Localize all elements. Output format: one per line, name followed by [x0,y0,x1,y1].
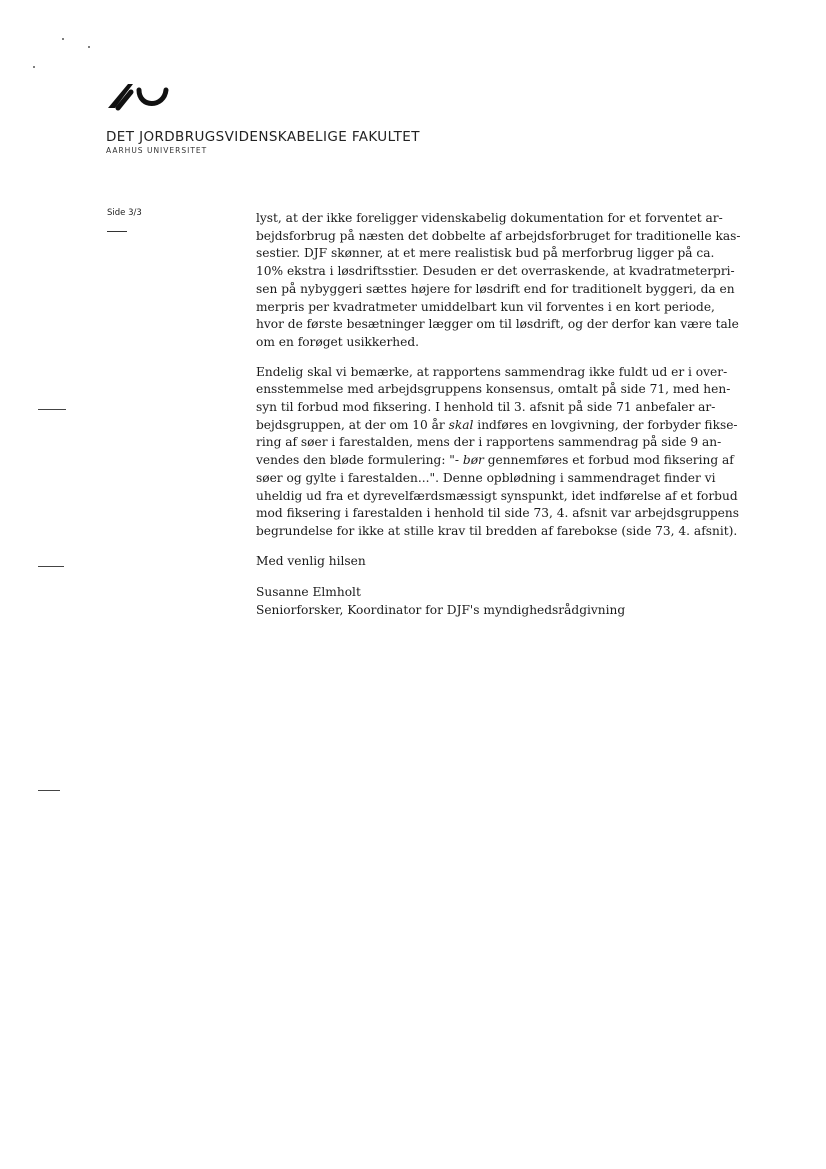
scan-speck [88,46,90,48]
text-line: 10% ekstra i løsdriftsstier. Desuden er det overraskende, at kvadratmeterpri- [256,264,735,279]
fold-mark [38,566,64,567]
text-line: begrundelse for ikke at stille krav til bredden af farebokse (side 73, 4. afsnit). [256,523,738,538]
closing: Med venlig hilsen [256,553,366,568]
text-line: om en forøget usikkerhed. [256,334,420,349]
text-line: ring af søer i farestalden, mens der i rapportens sammendrag på side 9 an- [256,435,722,450]
paragraph-2 [256,364,739,541]
text-line: lyst, at der ikke foreligger videnskabelig dokumentation for et forventet ar- [256,211,723,225]
fold-mark [38,790,60,791]
text-line [256,417,738,435]
fold-mark [38,409,66,410]
text-line: sestier. DJF skønner, at et mere realistisk bud på merforbrug ligger på ca. [256,246,715,261]
text-line: søer og gylte i farestalden...". Denne opblødning i sammendraget finder vi [256,470,716,485]
text-segment: bejdsgruppen, at der om 10 år [256,417,449,432]
page-number: Side 3/3 [107,208,142,218]
text-line: bejdsforbrug på næsten det dobbelte af arbejdsforbruget for traditionelle kas- [256,228,741,243]
emphasis-skal: skal [448,417,474,432]
au-logo-icon [106,78,172,112]
text-line: uheldig ud fra et dyrevelfærdsmæssigt synspunkt, idet indførelse af et forbud [256,488,738,503]
paragraph-1 [256,210,741,352]
text-segment: gennemføres et forbud mod fiksering af [483,453,734,468]
scan-speck [62,38,64,40]
university-name: AARHUS UNIVERSITET [106,146,208,155]
signature-block [256,584,726,619]
emphasis-bor: bør [462,453,484,468]
signature-title: Seniorforsker, Koordinator for DJF's myndighedsrådgivning [256,603,626,618]
text-segment: vendes den bløde formulering: "- [256,453,463,468]
text-line: ensstemmelse med arbejdsgruppens konsensus, omtalt på side 71, med hen- [256,382,731,397]
scan-speck [33,66,35,68]
text-line: mod fiksering i farestalden i henhold til side 73, 4. afsnit var arbejdsgruppens [256,506,739,521]
text-line [256,452,734,470]
letter-body [256,210,741,620]
text-line: sen på nybyggeri sættes højere for løsdrift end for traditionelt byggeri, da en [256,281,735,296]
text-line: merpris per kvadratmeter umiddelbart kun vil forventes i en kort periode, [256,299,715,314]
faculty-name: DET JORDBRUGSVIDENSKABELIGE FAKULTET [106,129,420,145]
text-line: Endelig skal vi bemærke, at rapportens sammendrag ikke fuldt ud er i over- [256,364,728,379]
page-number-rule [107,231,127,232]
signature-name: Susanne Elmholt [256,585,361,600]
text-segment: indføres en lovgivning, der forbyder fikse- [473,417,738,432]
text-line: syn til forbud mod fiksering. I henhold til 3. afsnit på side 71 anbefaler ar- [256,400,716,415]
text-line: hvor de første besætninger lægger om til løsdrift, og der derfor kan være tale [256,317,739,332]
